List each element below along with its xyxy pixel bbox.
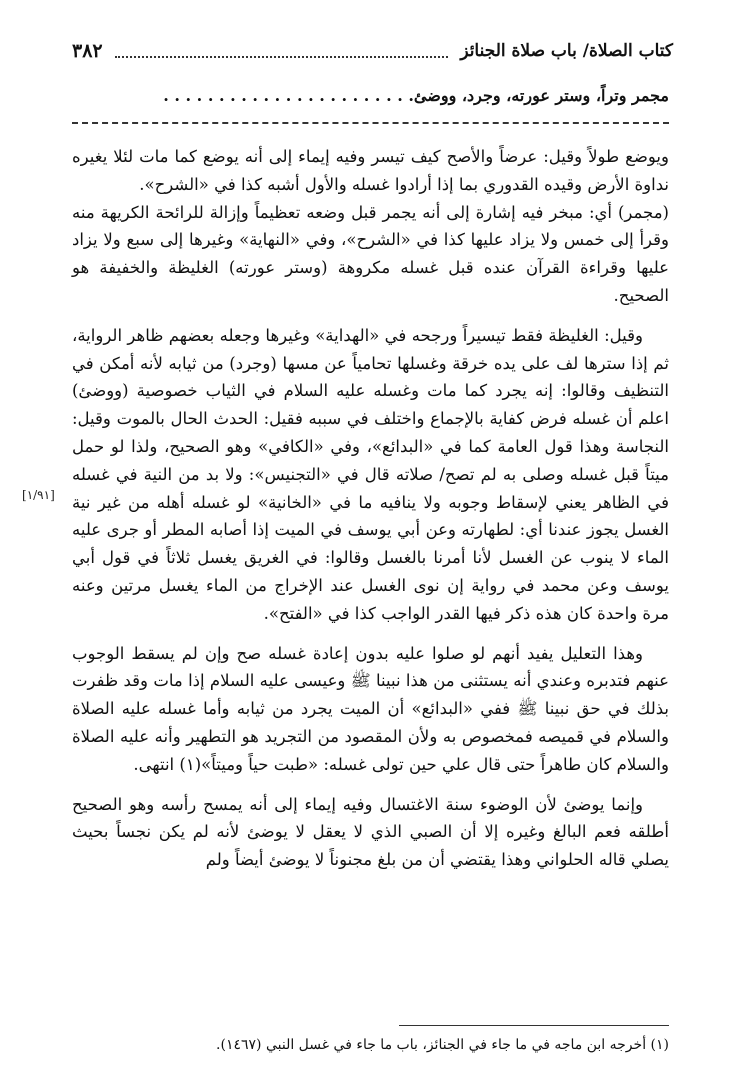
manuscript-folio-marker: [١/٩١] [22, 488, 55, 502]
header-dotted-leader [115, 44, 449, 58]
dashed-separator [72, 122, 669, 124]
paragraph: (مجمر) أي: مبخر فيه إشارة إلى أنه يجمر قبل وضعه تعظيماً وإزالة للرائحة الكريهة منه وقرأ إلى خمس ولا يزاد عليها كذا في «الشرح»، وفي «النهاية» وغيرها إلى سبع ولا يزاد عليها وقراءة القرآن عنده قبل غسله مكروهة (وستر عورته) الغليظة والخفيفة هو الصحيح. [72, 202, 669, 305]
page-number: ٣٨٢ [72, 40, 103, 62]
paragraph: وإنما يوضئ لأن الوضوء سنة الاغتسال وفيه إيماء إلى أنه يمسح رأسه وهو الصحيح أطلقه فعم البالغ وغيره إلا أن الصبي الذي لا يعقل لا يوضئ لأنه لم يكن نجساً بحيث يصلي قاله الحلواني وهذا يقتضي أن من بلغ مجنوناً لا يوضئ أيضاً ولم [72, 794, 669, 870]
running-title: كتاب الصلاة/ باب صلاة الجنائز [460, 41, 673, 61]
footnote: (١) أخرجه ابن ماجه في ما جاء في الجنائز، باب ما جاء في غسل النبي (١٤٦٧). [216, 1037, 669, 1053]
page-header [72, 36, 673, 66]
footnote-rule [399, 1025, 669, 1026]
paragraph: وهذا التعليل يفيد أنهم لو صلوا عليه بدون إعادة غسله صح وإن لم يسقط الوجوب عنهم فتدبره وعندي أنه يستثنى من هذا نبينا ﷺ وعيسى عليه السلام إذا مات وقد ظفرت بذلك في حق نبينا ﷺ ففي «البدائع» أن الميت يجرد من ثيابه وأما غسله عليه الصلاة والسلام في قميصه فمخصوص به ولأن المقصود من التجريد هو التطهير وأنه عليه الصلاة والسلام كان طاهراً حتى قال علي حين تولى غسله: «طبت حياً وميتاً»(١) انتهى. [72, 643, 669, 774]
commentary-body [72, 143, 669, 874]
paragraph: وقيل: الغليظة فقط تيسيراً ورجحه في «الهداية» وغيرها وجعله بعضهم ظاهر الرواية، ثم إذا سترها لف على يده خرقة وغسلها تحامياً عن مسها (وجرد) من ثيابه لأنه أمكن في التنظيف وقالوا: إنه يجرد كما مات وغسله عليه السلام في الثياب خصوصية (ووضئ) اعلم أن غسله فرض كفاية بالإجماع واختلف في سببه فقيل: الحدث الحال بالموت وقيل: النجاسة وهذا قول العامة كما في «البدائع»، وفي «الكافي» وهو الصحيح، ولذا لو حمل ميتاً قبل غسله وصلى به لم تصح/ صلاته قال في «التجنيس»: ولا بد من النية في غسله في الظاهر يعني لإسقاط وجوبه ولا ينافيه ما في «الخانية» لو غسله أهله من غير نية الغسل يجوز عندنا أي: لطهارته وعن أبي يوسف في الميت إذا أصابه المطر أو جرى عليه الماء لا ينوب عن الغسل لأنا أمرنا بالغسل وقالوا: في الغريق يغسل ثلاثاً في قول أبي يوسف وعن محمد في رواية إن نوى الغسل عند الإخراج من الماء يغسل مرتين وعنه مرة واحدة كان هذه ذكر فيها القدر الواجب كذا في «الفتح». [72, 325, 669, 623]
paragraph: ويوضع طولاً وقيل: عرضاً والأصح كيف تيسر وفيه إيماء إلى أنه يوضع كما مات لئلا يغيره نداوة الأرض وقيده القدوري بما إذا أرادوا غسله والأول أشبه كذا في «الشرح». [72, 147, 669, 194]
matn-line: مجمر وتراً، وستر عورته، وجرد، ووضئ. . . . . . . . . . . . . . . . . . . . . . . [163, 86, 669, 105]
